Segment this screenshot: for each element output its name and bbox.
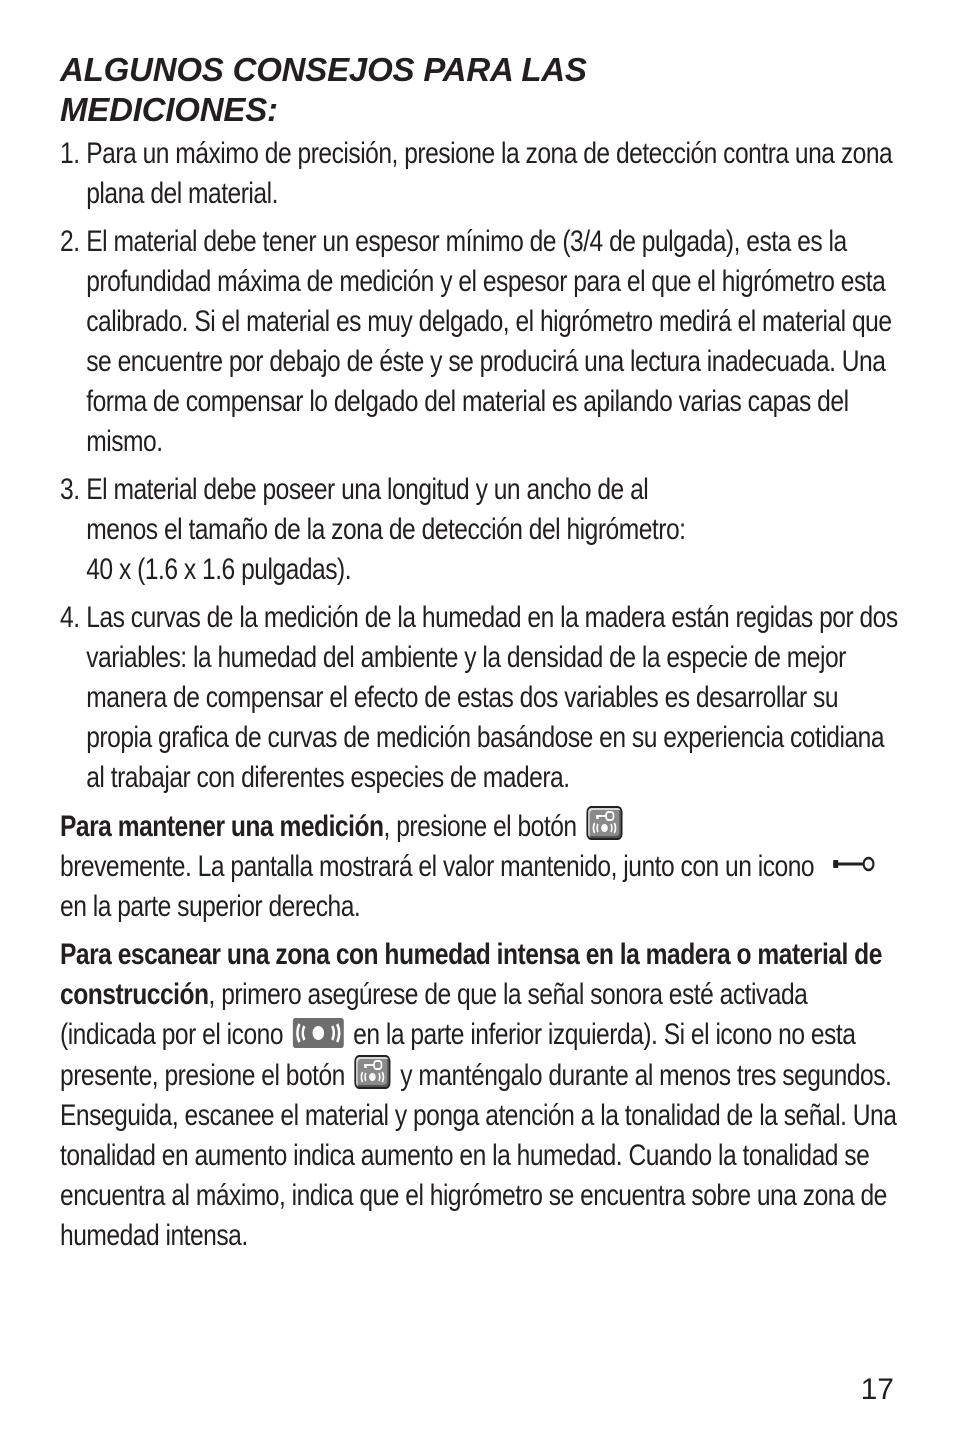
scan-heading: Para escanear una zona con humedad intensa en la madera o material de construcción	[60, 938, 882, 1011]
scan-paragraph	[60, 935, 900, 1256]
beep-sound-icon	[293, 1018, 344, 1048]
hold-beep-button-icon	[354, 1055, 390, 1089]
tip-text-b: menos el tamaño de la zona de detección del higrómetro:	[86, 513, 686, 546]
heading-line-2: MEDICIONES:	[60, 91, 278, 128]
tip-number: 2.	[60, 225, 80, 258]
section-heading	[60, 50, 900, 130]
tip-number: 1.	[60, 137, 80, 170]
tip-item-2	[60, 222, 900, 462]
page-content	[60, 50, 900, 1264]
scan-text-2: en la parte inferior izquierda). Si el icono no esta presente, presione el botón	[60, 1018, 856, 1092]
tip-text-a: El material debe poseer una longitud y un ancho de al	[86, 473, 649, 506]
tip-number: 4.	[60, 601, 80, 634]
tips-list	[60, 134, 900, 798]
hold-paragraph	[60, 806, 900, 927]
tip-text: Para un máximo de precisión, presione la zona de detección contra una zona plana del material.	[86, 137, 893, 210]
hold-text-3: en la parte superior derecha.	[60, 890, 361, 923]
key-hold-icon	[832, 854, 876, 874]
tip-item-3	[60, 470, 900, 590]
hold-heading: Para mantener una medición	[60, 810, 384, 843]
tip-text: Las curvas de la medición de la humedad en la madera están regidas por dos variables: la humedad del ambiente y la densidad de la especie de mejor manera de compensar el efecto de estas dos variables es desarrollar su propia grafica de curvas de medición basándose en su experiencia cotidiana al trabajar con diferentes especies de madera.	[86, 601, 898, 794]
tip-text: El material debe tener un espesor mínimo de (3/4 de pulgada), esta es la profundidad máxima de medición y el espesor para el que el higrómetro esta calibrado. Si el material es muy delgado, el higrómetro medirá el material que se encuentre por debajo de éste y se producirá una lectura inadecuada. Una forma de compensar lo delgado del material es apilando varias capas del mismo.	[86, 225, 892, 458]
scan-text-3: y manténgalo durante al menos tres segundos. Enseguida, escanee el material y ponga atención a la tonalidad de la señal. Una tonalidad en aumento indica aumento en la humedad. Cuando la tonalidad se encuentra al máximo, indica que el higrómetro se encuentra sobre una zona de humedad intensa.	[60, 1059, 897, 1252]
hold-text-1: , presione el botón	[383, 810, 577, 843]
page-number: 17	[860, 1373, 894, 1406]
hold-text-2: brevemente. La pantalla mostrará el valor mantenido, junto con un icono	[60, 850, 815, 883]
body-text	[60, 134, 900, 1256]
tip-item-1	[60, 134, 900, 214]
tip-item-4	[60, 598, 900, 798]
hold-beep-button-icon	[586, 806, 622, 840]
tip-text-c: 40 x (1.6 x 1.6 pulgadas).	[86, 553, 352, 586]
scan-text-1: , primero asegúrese de que la señal sonora esté activada (indicada por el icono	[60, 978, 808, 1051]
heading-line-1: ALGUNOS CONSEJOS PARA LAS	[60, 51, 587, 88]
tip-number: 3.	[60, 473, 80, 506]
